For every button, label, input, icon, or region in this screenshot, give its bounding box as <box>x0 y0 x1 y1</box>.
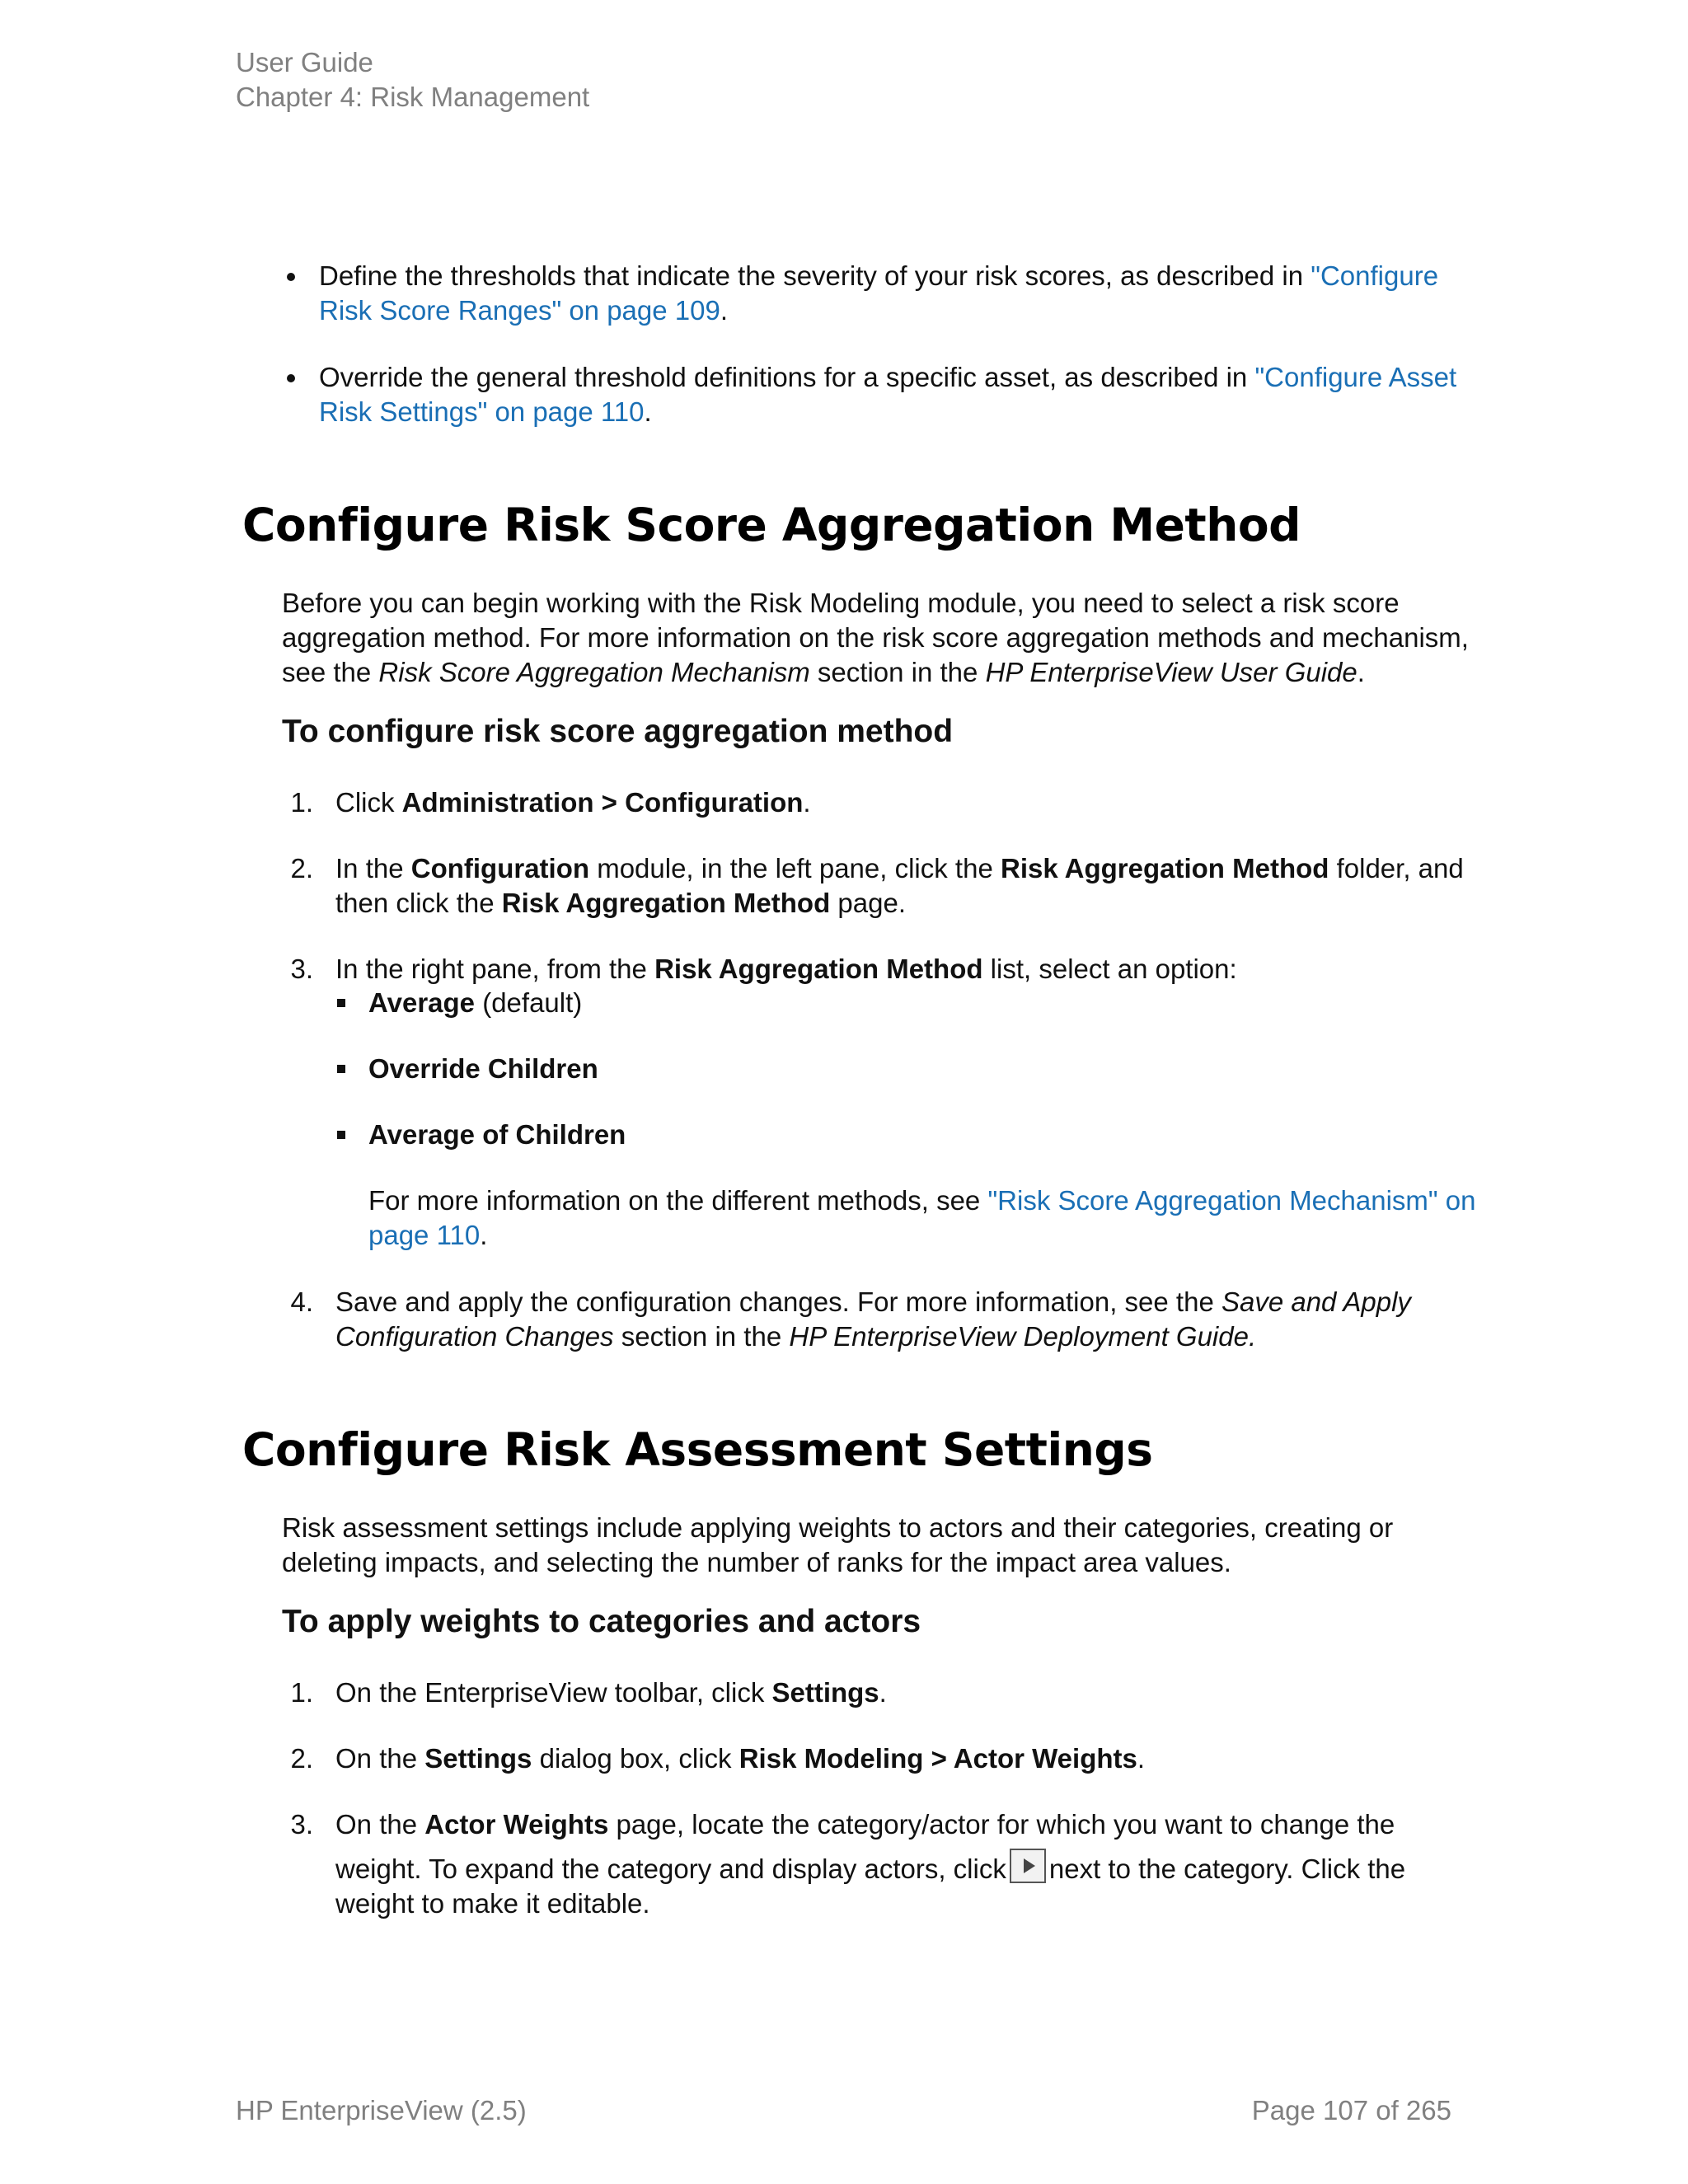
step-text: On the <box>335 1743 425 1774</box>
weights-step-3-text <box>335 1807 1489 1921</box>
step-text: . <box>879 1677 887 1708</box>
ui-term: Configuration <box>410 853 590 883</box>
square-bullet <box>337 1131 345 1139</box>
bullet-text-end: . <box>720 295 729 326</box>
para-emphasis: Risk Score Aggregation Mechanism <box>378 657 810 687</box>
option-note: (default) <box>475 987 583 1018</box>
ui-term: Risk Aggregation Method <box>654 954 983 984</box>
weights-step-1-text <box>335 1675 1621 1710</box>
para-emphasis: HP EnterpriseView User Guide <box>985 657 1357 687</box>
procedure-heading-weights: To apply weights to categories and actors <box>282 1604 921 1639</box>
option-average <box>368 986 582 1020</box>
procedure-heading-aggregation: To configure risk score aggregation method <box>282 714 954 749</box>
bullet-marker <box>287 374 295 382</box>
step-text: . <box>803 787 811 818</box>
para-line: Risk assessment settings include applying weights to actors and their categories, creating or <box>282 1512 1394 1543</box>
ui-term: Settings <box>771 1677 879 1708</box>
step-text: weight to make it editable. <box>335 1888 650 1919</box>
step-number: 1. <box>290 787 313 818</box>
step-4-text <box>335 1285 1489 1354</box>
step-text: . <box>1137 1743 1146 1774</box>
section2-paragraph <box>282 1511 1568 1580</box>
bullet-text: Override the general threshold definitions for a specific asset, as described in <box>319 362 1255 392</box>
intro-bullet-1 <box>319 259 1605 328</box>
step-2-text <box>335 851 1489 921</box>
para-line: aggregation method. For more information on the risk score aggregation methods and mechanism, <box>282 622 1469 653</box>
link-risk-score-aggregation-mechanism[interactable]: "Risk Score Aggregation Mechanism" on <box>987 1185 1476 1216</box>
para-line: Before you can begin working with the Risk Modeling module, you need to select a risk score <box>282 588 1400 618</box>
bullet-text: Define the thresholds that indicate the severity of your risk scores, as described in <box>319 260 1311 291</box>
link-configure-asset-risk-settings[interactable]: "Configure Asset <box>1254 362 1457 392</box>
para-line: deleting impacts, and selecting the number of ranks for the impact area values. <box>282 1547 1231 1577</box>
step-text: dialog box, click <box>532 1743 739 1774</box>
step-text: section in the <box>613 1321 790 1352</box>
step-1-text <box>335 785 1621 820</box>
ui-term: Risk Aggregation Method <box>1000 853 1329 883</box>
square-bullet <box>337 1065 345 1073</box>
ui-term: Risk Aggregation Method <box>501 888 831 918</box>
step-text: page. <box>830 888 906 918</box>
note-text: . <box>480 1220 488 1250</box>
link-configure-risk-score-ranges[interactable]: "Configure <box>1311 260 1439 291</box>
option-average-of-children <box>368 1118 626 1152</box>
step-number: 4. <box>290 1286 313 1317</box>
step-text: On the <box>335 1809 425 1840</box>
section-heading-aggregation-method: Configure Risk Score Aggregation Method <box>242 499 1301 551</box>
section-heading-assessment-settings: Configure Risk Assessment Settings <box>242 1423 1153 1476</box>
bullet-text-end: . <box>644 396 652 427</box>
ui-term: Actor Weights <box>424 1809 609 1840</box>
weights-step-2-text <box>335 1741 1621 1776</box>
para-text: . <box>1357 657 1365 687</box>
step-text: Click <box>335 787 402 818</box>
bullet-marker <box>287 273 295 281</box>
step-text: In the <box>335 853 411 883</box>
step-number: 2. <box>290 853 313 883</box>
running-header-chapter: Chapter 4: Risk Management <box>236 82 590 112</box>
step-number: 3. <box>290 954 313 984</box>
step-number: 3. <box>290 1809 313 1840</box>
doc-reference: HP EnterpriseView Deployment Guide. <box>789 1321 1257 1352</box>
doc-reference: Configuration Changes <box>335 1321 614 1352</box>
more-info-note <box>368 1183 1522 1253</box>
footer-product: HP EnterpriseView (2.5) <box>236 2095 527 2125</box>
ui-path-admin-configuration: Administration > Configuration <box>401 787 804 818</box>
ui-term: Settings <box>424 1743 532 1774</box>
step-text: list, select an option: <box>982 954 1237 984</box>
step-text: page, locate the category/actor for which you want to change the <box>608 1809 1395 1840</box>
step-text: then click the <box>335 888 502 918</box>
square-bullet <box>337 999 345 1007</box>
link-risk-score-aggregation-mechanism-cont[interactable]: page 110 <box>368 1220 481 1250</box>
running-header-title: User Guide <box>236 47 373 77</box>
step-text: folder, and <box>1329 853 1464 883</box>
step-text: module, in the left pane, click the <box>589 853 1001 883</box>
step-text: next to the category. Click the <box>1048 1854 1406 1884</box>
step-number: 1. <box>290 1677 313 1708</box>
intro-bullet-2 <box>319 360 1605 429</box>
step-number: 2. <box>290 1743 313 1774</box>
step-text: weight. To expand the category and display actors, click <box>335 1854 1006 1884</box>
section1-paragraph <box>282 586 1568 690</box>
note-text: For more information on the different methods, see <box>368 1185 988 1216</box>
ui-path-actor-weights: Risk Modeling > Actor Weights <box>738 1743 1137 1774</box>
step-text: Save and apply the configuration changes. For more information, see the <box>335 1286 1221 1317</box>
step-text: On the EnterpriseView toolbar, click <box>335 1677 772 1708</box>
option-label: Override Children <box>368 1053 598 1084</box>
doc-reference: Save and Apply <box>1221 1286 1411 1317</box>
expand-arrow-icon <box>1010 1849 1046 1883</box>
footer-page-number: Page 107 of 265 <box>1251 2095 1451 2125</box>
step-text: In the right pane, from the <box>335 954 655 984</box>
link-configure-asset-risk-settings-cont[interactable]: Risk Settings" on page 110 <box>319 396 645 427</box>
step-3-text <box>335 952 1621 987</box>
option-override-children <box>368 1052 598 1086</box>
para-text: see the <box>282 657 379 687</box>
option-label: Average <box>368 987 476 1018</box>
link-configure-risk-score-ranges-cont[interactable]: Risk Score Ranges" on page 109 <box>319 295 720 326</box>
para-text: section in the <box>809 657 986 687</box>
option-label: Average of Children <box>368 1119 626 1150</box>
